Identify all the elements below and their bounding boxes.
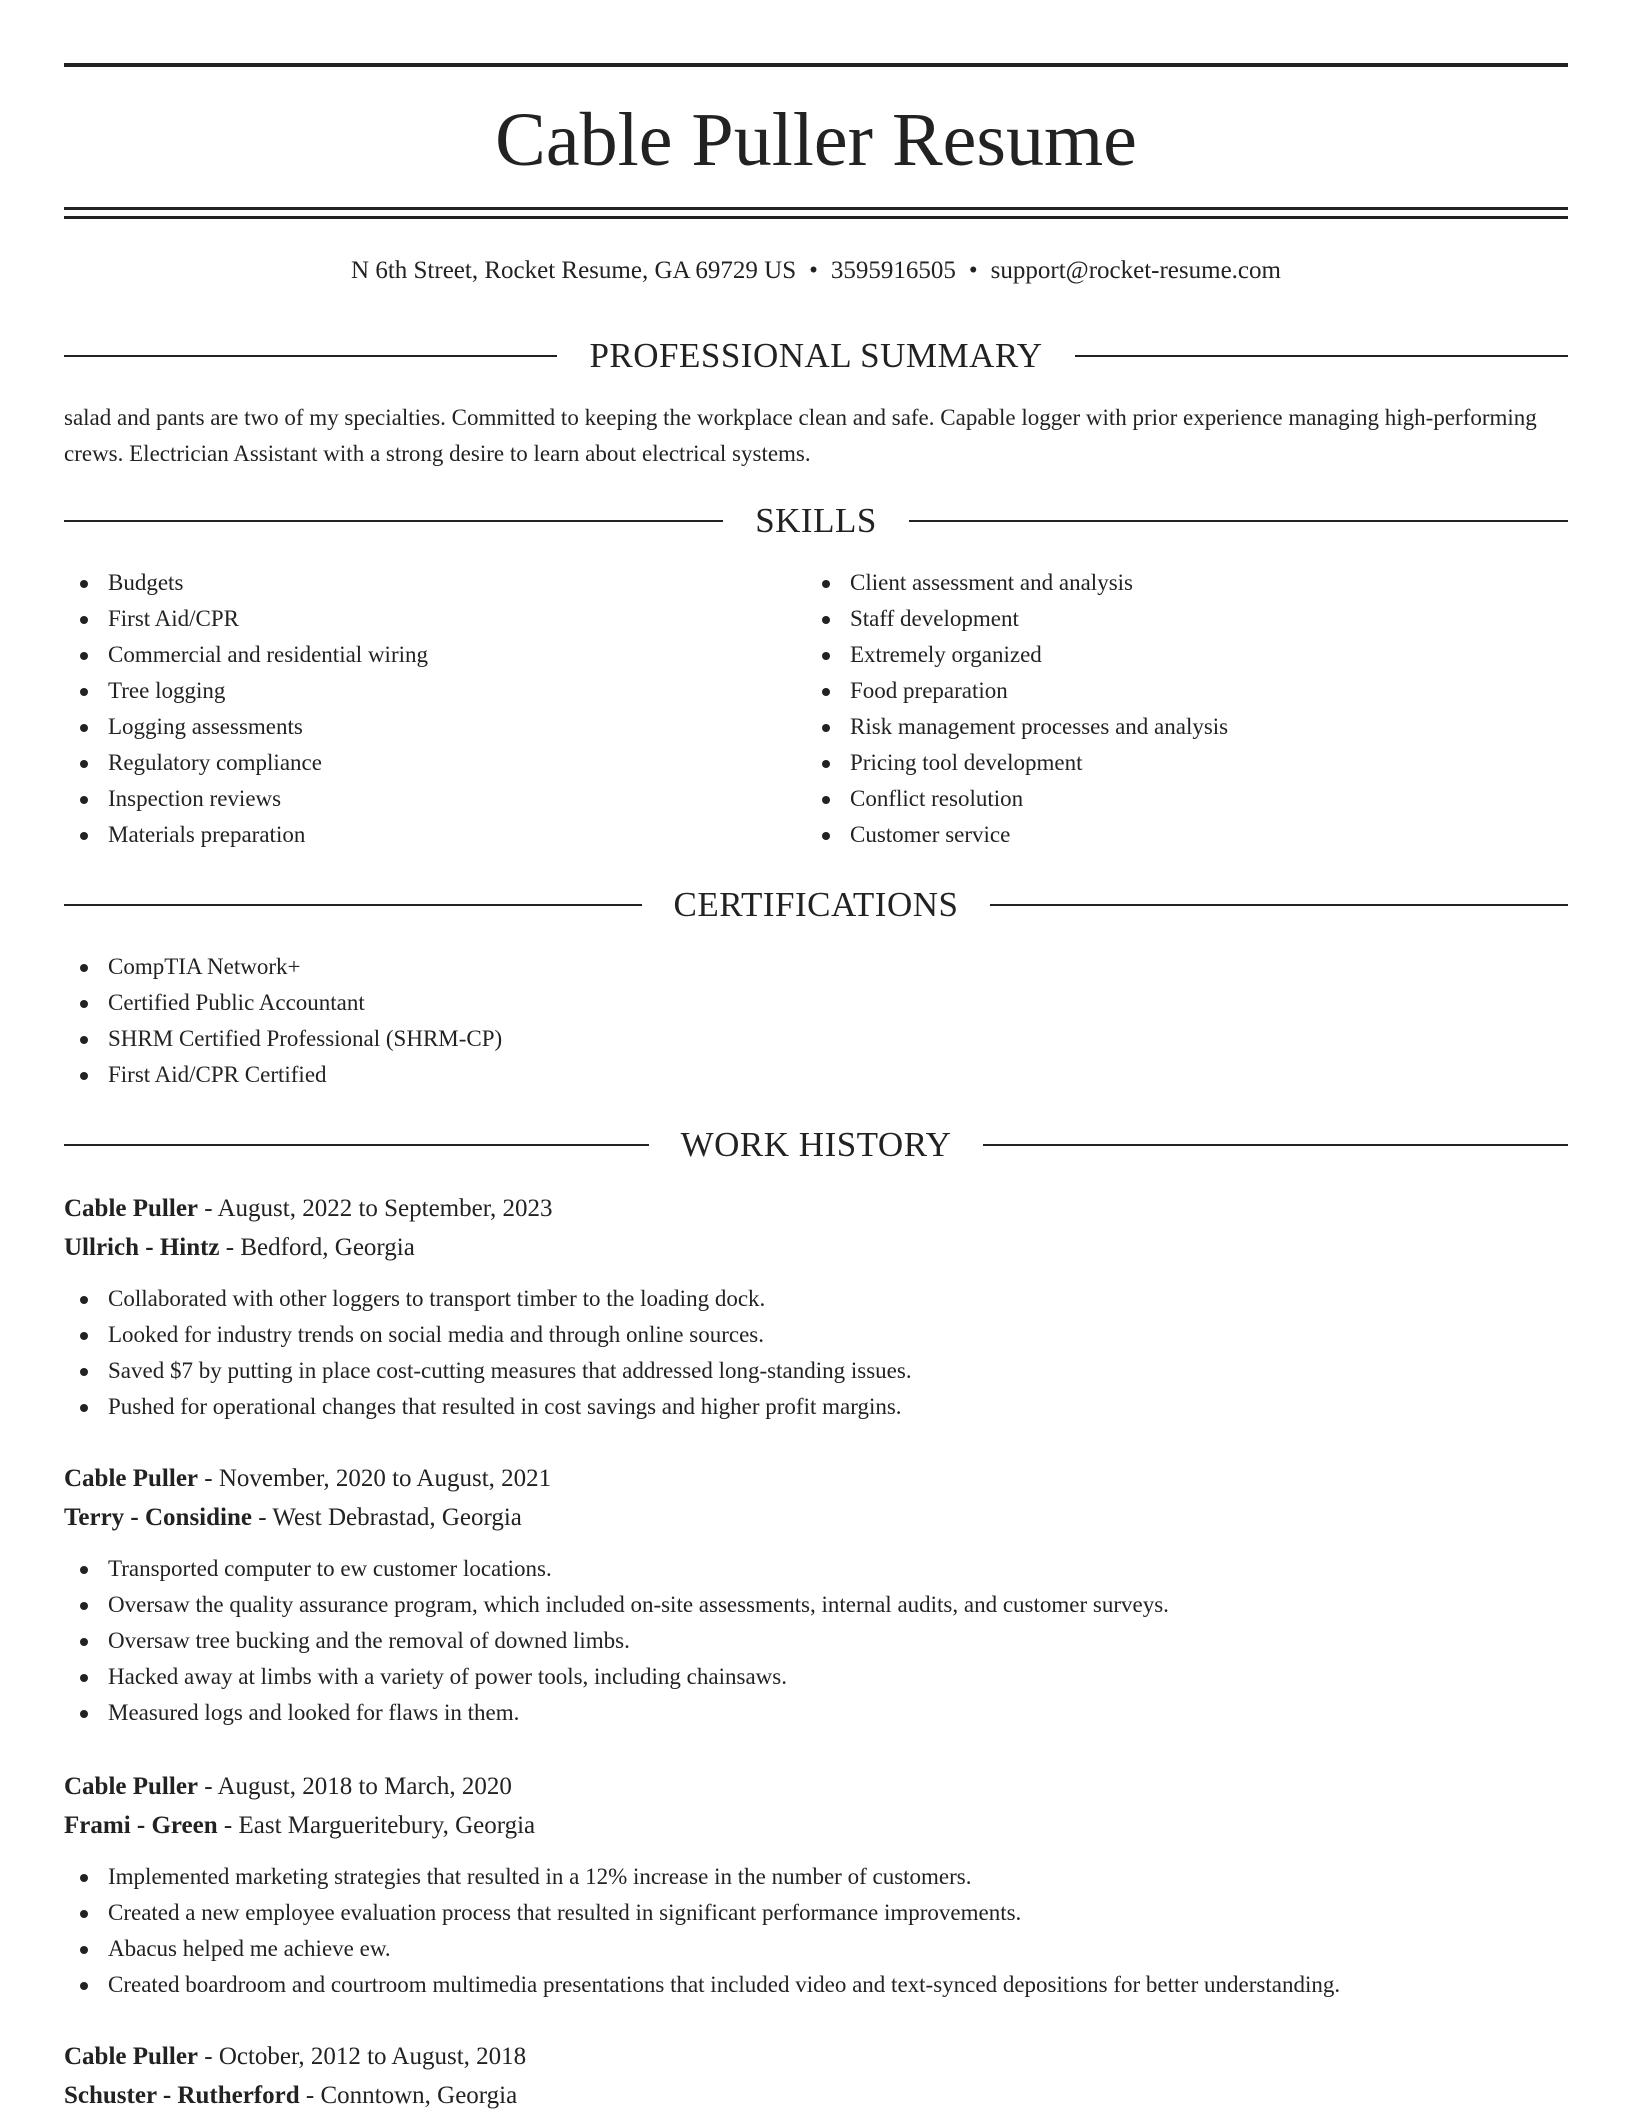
job-dates: - August, 2022 to September, 2023 [204,1195,553,1222]
job-dates: - November, 2020 to August, 2021 [204,1465,552,1492]
job-title-line [64,1459,1568,1498]
skill-item: Food preparation [806,673,1228,709]
job-duty: Pushed for operational changes that resulted in cost savings and higher profit margins. [64,1389,1568,1425]
heading-rule [64,520,723,522]
heading-rule [983,1144,1568,1146]
job-entry [64,2037,1568,2115]
skill-item: Logging assessments [64,709,428,745]
job-duty: Collaborated with other loggers to transport timber to the loading dock. [64,1281,1568,1317]
heading-rule [990,904,1568,906]
certification-item: First Aid/CPR Certified [64,1057,502,1093]
job-duty: Created boardroom and courtroom multimedia presentations that included video and text-synced depositions for better understanding. [64,1967,1568,2003]
job-role: Cable Puller [64,2043,199,2070]
job-entry [64,1189,1568,1425]
contact-separator: • [968,257,978,284]
contact-separator: • [809,257,818,284]
job-duties-list [64,1551,1568,1731]
job-dates: - August, 2018 to March, 2020 [204,1773,512,1800]
contact-phone: 3595916505 [830,257,956,284]
job-company: Frami - Green [64,1812,218,1839]
job-duty: Looked for industry trends on social media and through online sources. [64,1317,1568,1353]
section-heading-certifications [64,883,1568,927]
job-company-line [64,1806,1568,1845]
job-company: Ullrich - Hintz [64,1234,220,1261]
skill-item: Pricing tool development [806,745,1228,781]
job-duty: Created a new employee evaluation process that resulted in significant performance improvements. [64,1895,1568,1931]
skill-item: Staff development [806,601,1228,637]
section-heading-skills [64,499,1568,543]
skills-list-left [64,565,428,853]
job-duty: Implemented marketing strategies that resulted in a 12% increase in the number of customers. [64,1859,1568,1895]
heading-rule [1075,355,1568,357]
job-title-line [64,1189,1568,1228]
certification-item: CompTIA Network+ [64,949,502,985]
job-company-line [64,1498,1568,1537]
summary-text: salad and pants are two of my specialties. Committed to keeping the workplace clean and safe. Capable logger with prior experience managing high-performing crews. Electrician Assistant with a strong desire to learn about electrical systems. [64,405,1537,466]
section-title: SKILLS [755,501,877,540]
skill-item: Tree logging [64,673,428,709]
job-location: - Conntown, Georgia [305,2082,518,2109]
section-title: CERTIFICATIONS [673,885,959,924]
job-title-line [64,1767,1568,1806]
section-title: PROFESSIONAL SUMMARY [589,336,1043,375]
job-role: Cable Puller [64,1465,199,1492]
skill-item: Budgets [64,565,428,601]
section-title: WORK HISTORY [680,1125,952,1164]
title-double-rule [64,207,1568,219]
job-title-line [64,2037,1568,2076]
job-duty: Oversaw tree bucking and the removal of downed limbs. [64,1623,1568,1659]
skill-item: Commercial and residential wiring [64,637,428,673]
job-duty: Hacked away at limbs with a variety of power tools, including chainsaws. [64,1659,1568,1695]
job-duty: Transported computer to ew customer locations. [64,1551,1568,1587]
skill-item: Client assessment and analysis [806,565,1228,601]
contact-email: support@rocket-resume.com [990,257,1281,284]
skill-item: Customer service [806,817,1228,853]
job-duty: Abacus helped me achieve ew. [64,1931,1568,1967]
job-role: Cable Puller [64,1773,199,1800]
skill-item: Extremely organized [806,637,1228,673]
job-entry [64,1767,1568,2003]
job-location: - West Debrastad, Georgia [258,1504,522,1531]
skill-item: Materials preparation [64,817,428,853]
heading-rule [64,355,557,357]
job-duties-list [64,1859,1568,2003]
resume-title: Cable Puller Resume [495,98,1137,182]
skill-item: Regulatory compliance [64,745,428,781]
contact-address: N 6th Street, Rocket Resume, GA 69729 US [351,257,797,284]
job-role: Cable Puller [64,1195,199,1222]
heading-rule [64,1144,649,1146]
certification-item: SHRM Certified Professional (SHRM-CP) [64,1021,502,1057]
job-location: - East Margueritebury, Georgia [223,1812,536,1839]
job-company-line [64,2076,1568,2115]
job-company: Terry - Considine [64,1504,252,1531]
heading-rule [64,904,642,906]
job-company-line [64,1228,1568,1267]
job-location: - Bedford, Georgia [225,1234,415,1261]
job-company: Schuster - Rutherford [64,2082,300,2109]
skill-item: First Aid/CPR [64,601,428,637]
heading-rule [909,520,1568,522]
job-duty: Saved $7 by putting in place cost-cutting measures that addressed long-standing issues. [64,1353,1568,1389]
job-duties-list [64,1281,1568,1425]
skill-item: Risk management processes and analysis [806,709,1228,745]
top-rule [64,63,1568,67]
certifications-list [64,949,502,1093]
job-dates: - October, 2012 to August, 2018 [204,2043,527,2070]
contact-line [64,254,1568,288]
certification-item: Certified Public Accountant [64,985,502,1021]
section-heading-summary [64,334,1568,378]
skill-item: Conflict resolution [806,781,1228,817]
skill-item: Inspection reviews [64,781,428,817]
job-duty: Measured logs and looked for flaws in them. [64,1695,1568,1731]
skills-list-right [806,565,1228,853]
job-entry [64,1459,1568,1731]
job-duty: Oversaw the quality assurance program, which included on-site assessments, internal audits, and customer surveys. [64,1587,1568,1623]
section-heading-work-history [64,1123,1568,1167]
